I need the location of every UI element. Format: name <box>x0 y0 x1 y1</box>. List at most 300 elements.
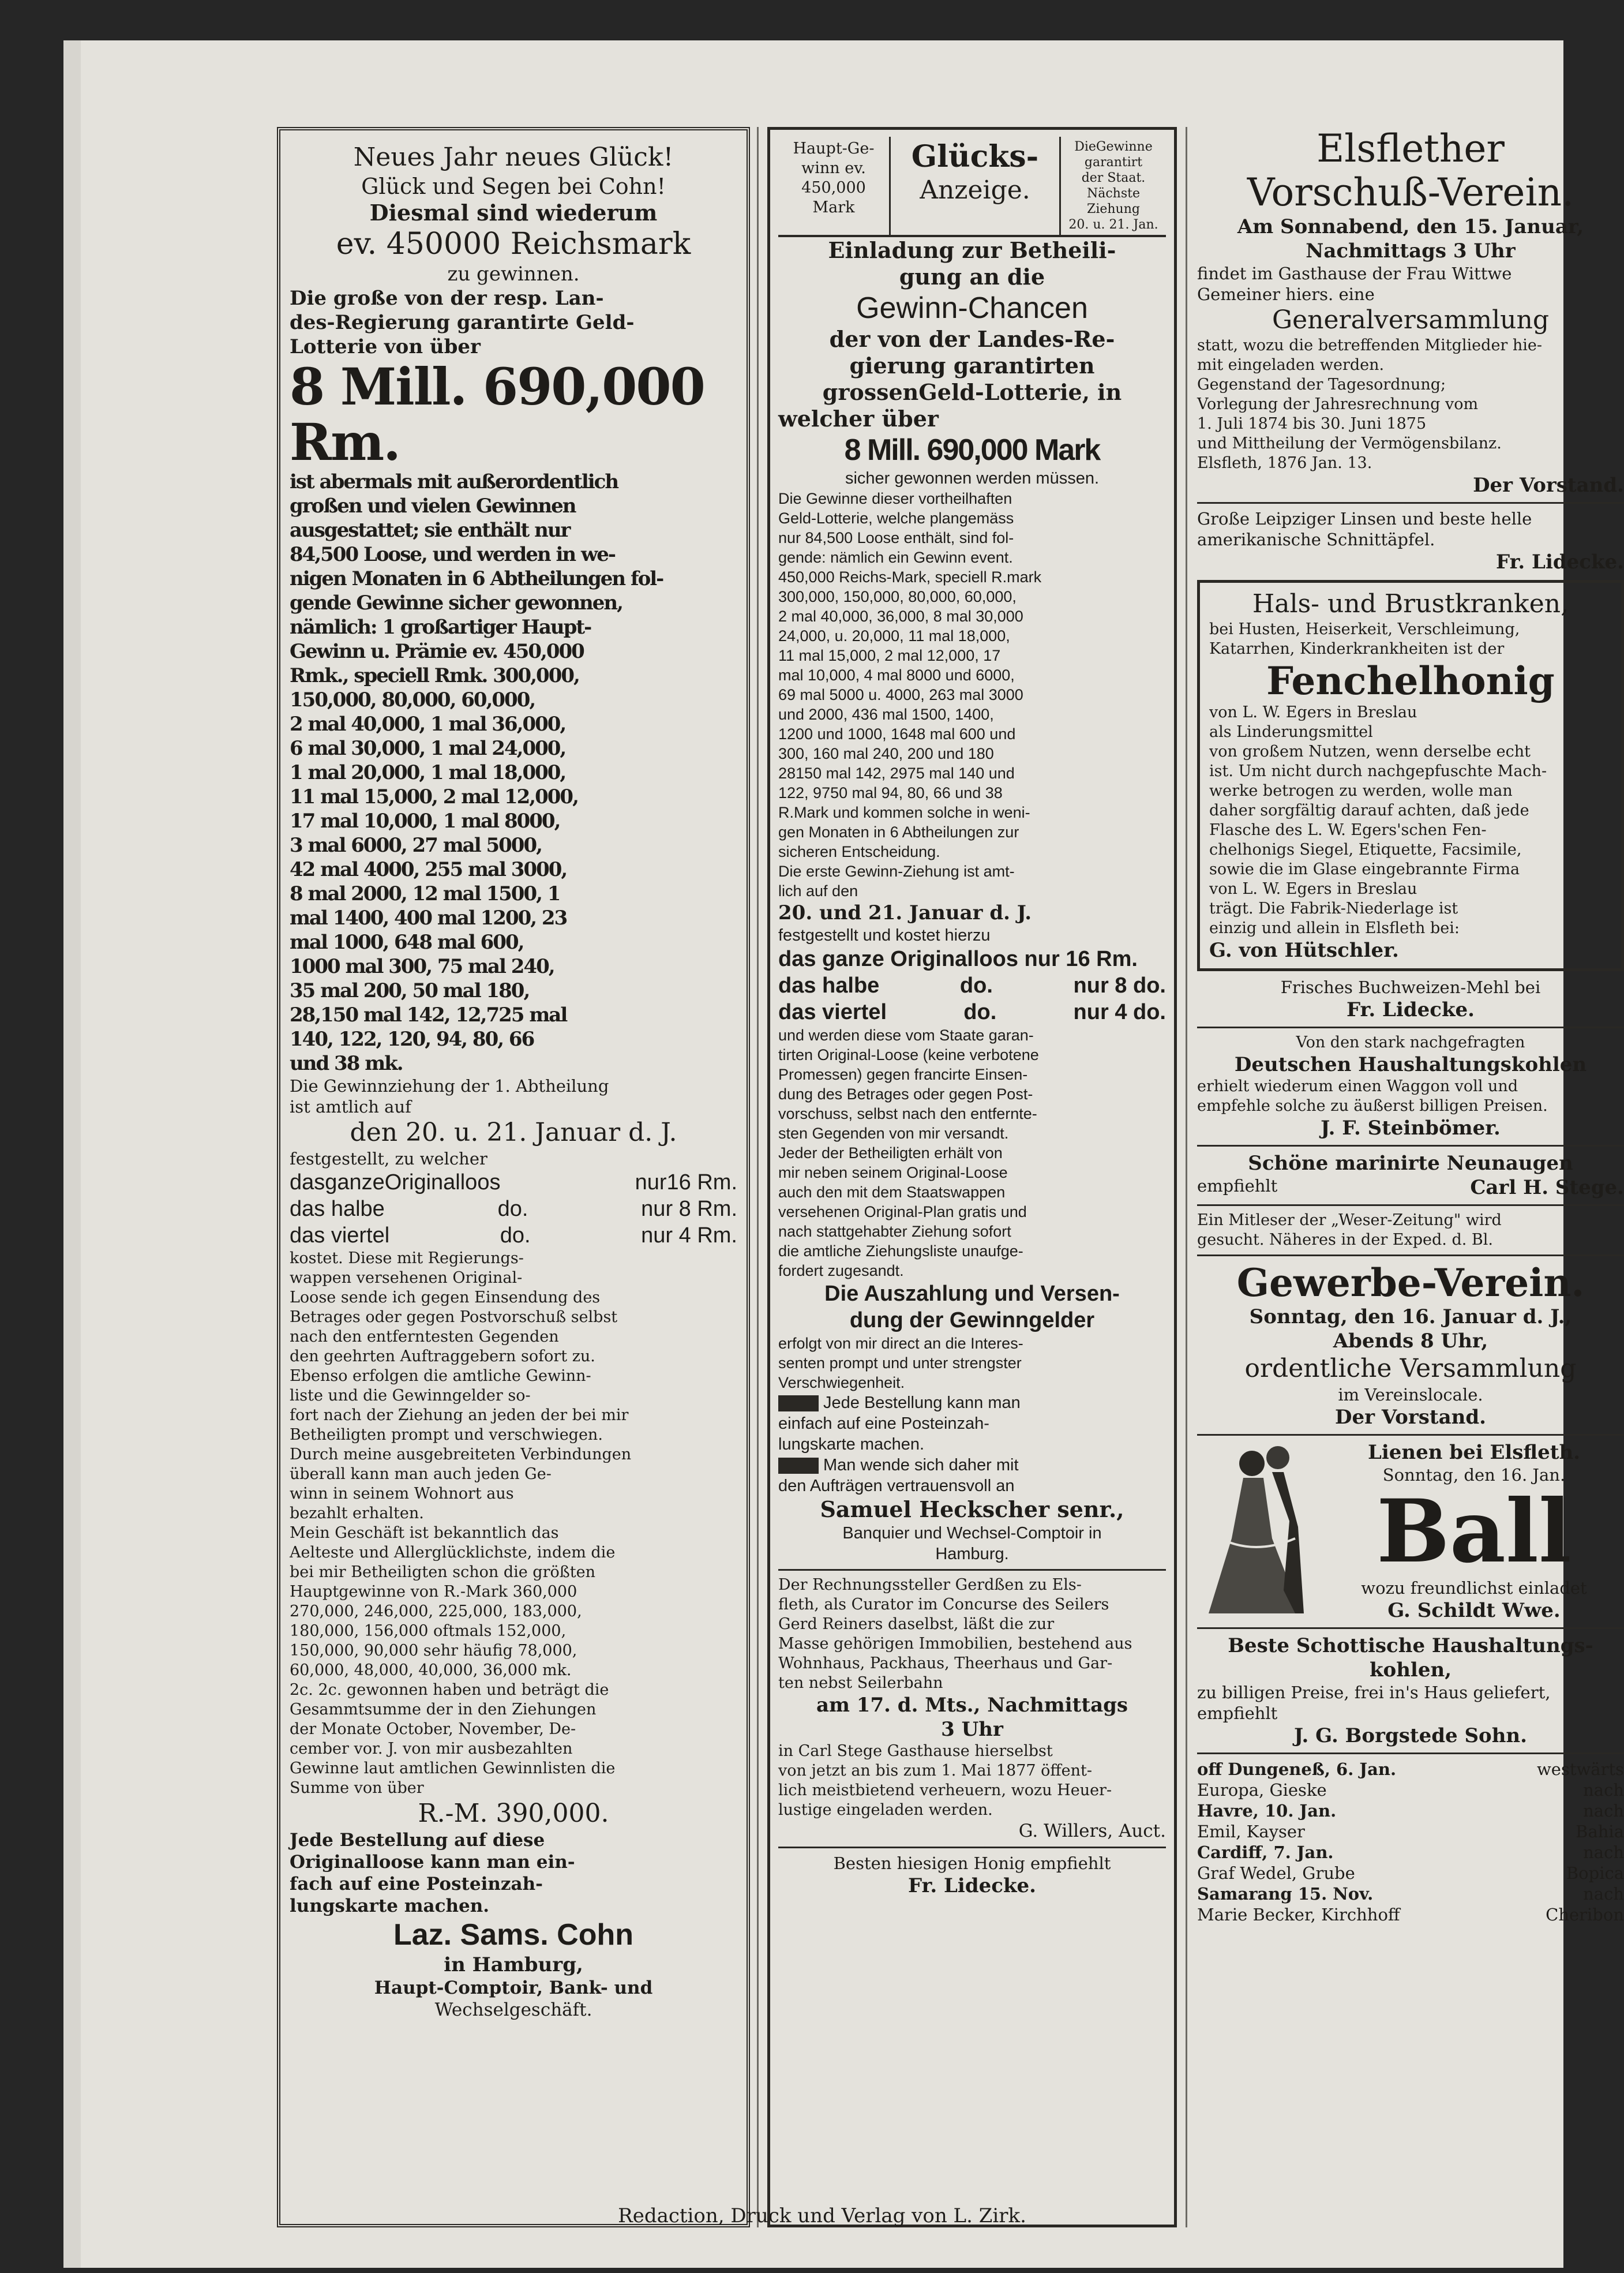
prize-line: 42 mal 4000, 255 mal 3000, <box>290 858 567 881</box>
prize-line: nigen Monaten in 6 Abtheilungen fol- <box>290 567 663 590</box>
body-line: 450,000 Reichs-Mark, speciell R.mark <box>778 568 1042 586</box>
prize-line: ausgestattet; sie enthält nur <box>290 519 570 542</box>
ship-row <box>1197 1821 1624 1842</box>
body-line: Geld-Lotterie, welche plangemäss <box>778 510 1014 527</box>
body-line: mal 10,000, 4 mal 8000 und 6000, <box>778 666 1015 684</box>
ship-destination: westwärts <box>1536 1759 1624 1779</box>
fen-line: von L. W. Egers in Breslau <box>1209 880 1417 898</box>
notice-line: lustige eingeladen werden. <box>778 1801 993 1819</box>
order-line <box>778 1392 1166 1413</box>
body-line: Betheiligten prompt und verschwiegen. <box>290 1426 603 1444</box>
auction-notice-body <box>778 1742 1166 1820</box>
payout-line: Die Auszahlung und Versen- <box>824 1282 1120 1306</box>
ad-body-text <box>778 1334 1166 1392</box>
prize-line: Gewinn u. Prämie ev. 450,000 <box>290 640 584 663</box>
divider <box>1197 1145 1624 1147</box>
header-text: Haupt-Ge- <box>793 140 875 158</box>
prize-line: 28,150 mal 142, 12,725 mal <box>290 1003 567 1027</box>
prize-line: 1000 mal 300, 75 mal 240, <box>290 955 554 978</box>
ship-name: Europa, Gieske <box>1197 1780 1327 1800</box>
divider <box>1197 502 1624 504</box>
body-line: 11 mal 15,000, 2 mal 12,000, 17 <box>778 647 1001 664</box>
header-text: 20. u. 21. Jan. <box>1068 218 1158 232</box>
price-row-quarter <box>290 1222 737 1249</box>
price-label: das viertel <box>778 1000 887 1024</box>
gewerbe-sign: Der Vorstand. <box>1335 1406 1486 1429</box>
price-do: do. <box>959 973 993 998</box>
price-row-whole: das ganze Originalloos nur 16 Rm. <box>778 947 1138 971</box>
invite-line: gung an die <box>899 264 1045 290</box>
divider <box>1197 1204 1624 1206</box>
body-line: Die erste Gewinn-Ziehung ist amt- <box>778 863 1015 880</box>
price-value: nur16 Rm. <box>635 1170 737 1194</box>
body-line: Betrages oder gegen Postvorschuß selbst <box>290 1308 618 1326</box>
body-line: 150,000, 90,000 sehr häufig 78,000, <box>290 1642 577 1660</box>
linsen-sign: Fr. Lidecke. <box>1496 551 1624 574</box>
body-line: cember vor. J. von mir ausbezahlten <box>290 1740 573 1758</box>
notice-line: Gerd Reiners daselbst, läßt die zur <box>778 1615 1055 1633</box>
invite-line: Einladung zur Betheili- <box>828 237 1116 263</box>
header-text: der Staat. <box>1081 171 1146 185</box>
scott-sign: J. G. Borgstede Sohn. <box>1294 1724 1527 1747</box>
ball-ad <box>1197 1440 1624 1623</box>
verein-line: Vorlegung der Jahresrechnung vom <box>1197 395 1479 413</box>
header-title: Glücks- <box>911 139 1039 174</box>
verein-line: Elsfleth, 1876 Jan. 13. <box>1197 454 1372 472</box>
body-line: 24,000, u. 20,000, 11 mal 18,000, <box>778 627 1010 645</box>
ship-name: Cardiff, 7. Jan. <box>1197 1843 1334 1862</box>
lottery-line: der von der Landes-Re- <box>829 326 1115 352</box>
body-line: 300,000, 150,000, 80,000, 60,000, <box>778 588 1017 605</box>
verein-gv: Generalversammlung <box>1272 305 1549 335</box>
newspaper-page <box>63 40 1624 2268</box>
ship-name: Graf Wedel, Grube <box>1197 1863 1355 1883</box>
body-line: liste und die Gewinngelder so- <box>290 1387 531 1405</box>
auction-notice <box>778 1575 1166 1693</box>
column-rule <box>1186 127 1187 2227</box>
leser-ad: Ein Mitleser der „Weser-Zeitung" wird <box>1197 1211 1502 1229</box>
prize-line: mal 1000, 648 mal 600, <box>290 931 524 954</box>
fen-head: Hals- und Brustkranken, <box>1252 589 1569 619</box>
body-line: Aelteste und Allerglücklichste, indem die <box>290 1544 616 1561</box>
order-line: einfach auf eine Posteinzah- <box>778 1414 989 1433</box>
ad-headline-5: zu gewinnen. <box>447 263 580 286</box>
body-line: Hauptgewinne von R.-Mark 360,000 <box>290 1583 577 1601</box>
cohn-lottery-ad <box>277 127 750 2227</box>
order-line: Jede Bestellung auf diese <box>290 1830 545 1851</box>
body-line: fort nach der Ziehung an jeden der bei mir <box>290 1406 629 1424</box>
prize-line: 3 mal 6000, 27 mal 5000, <box>290 834 542 857</box>
price-do: do. <box>963 1000 997 1024</box>
neunaugen-ad: Schöne marinirte Neunaugen <box>1248 1152 1573 1175</box>
body-line: mir neben seinem Original-Loose <box>778 1164 1008 1181</box>
buchweizen-ad: Frisches Buchweizen-Mehl bei <box>1280 978 1541 997</box>
neunaugen-sign: Carl H. Stege. <box>1470 1176 1624 1199</box>
fen-title: Fenchelhonig <box>1266 658 1555 703</box>
verein-line: statt, wozu die betreffenden Mitglieder hie- <box>1197 336 1543 354</box>
ad-header-row <box>778 137 1166 237</box>
price-value: nur 8 Rm. <box>641 1197 737 1221</box>
body-line: winn in seinem Wohnort aus <box>290 1485 514 1503</box>
body-line: nach stattgehabter Ziehung sofort <box>778 1223 1011 1240</box>
prize-line: 84,500 Loose, und werden in we- <box>290 543 615 566</box>
ship-destination: Bopica <box>1566 1863 1624 1883</box>
divider <box>1197 1255 1624 1256</box>
draw-after: festgestellt, zu welcher <box>290 1149 487 1169</box>
price-row-half <box>290 1196 737 1222</box>
heckscher-lottery-ad <box>767 127 1177 2227</box>
notice-line: in Carl Stege Gasthause hierselbst <box>778 1742 1053 1760</box>
leser-ad: gesucht. Näheres in der Exped. d. Bl. <box>1197 1231 1493 1249</box>
fen-body <box>1209 703 1612 938</box>
scott-ad: zu billigen Preise, frei in's Haus geliefert, <box>1197 1683 1551 1702</box>
body-line: Verschwiegenheit. <box>778 1374 905 1391</box>
lottery-line: gierung garantirten <box>849 353 1095 379</box>
header-text: Nächste Ziehung <box>1086 186 1140 216</box>
order-line: Originalloose kann man ein- <box>290 1852 575 1873</box>
header-middle <box>891 137 1061 235</box>
prize-list <box>290 470 737 1076</box>
neunaugen-text: empfiehlt <box>1197 1176 1278 1196</box>
ship-destination: nach <box>1583 1801 1624 1821</box>
body-line: 28150 mal 142, 2975 mal 140 und <box>778 765 1015 782</box>
ball-place: Lienen bei Elsfleth. <box>1367 1441 1581 1464</box>
body-line: Gewinne laut amtlichen Gewinnlisten die <box>290 1759 616 1777</box>
payout-line: dung der Gewinngelder <box>849 1308 1095 1332</box>
verein-text: Gemeiner hiers. eine <box>1197 284 1375 304</box>
price-label: das halbe <box>778 973 880 998</box>
prize-line: ist abermals mit außerordentlich <box>290 470 618 493</box>
header-text: 450,000 Mark <box>801 179 866 216</box>
scott-ad: kohlen, <box>1369 1658 1452 1682</box>
price-label: dasganzeOriginalloos <box>290 1170 501 1194</box>
body-line: Gesammtsumme der in den Ziehungen <box>290 1701 597 1718</box>
body-line: 1200 und 1000, 1648 mal 600 und <box>778 725 1016 743</box>
body-line: auch den mit dem Staatswappen <box>778 1184 1006 1201</box>
body-line: Summe von über <box>290 1779 424 1797</box>
total-sum: R.-M. 390,000. <box>418 1799 609 1828</box>
price-value: nur 4 Rm. <box>641 1223 737 1248</box>
body-line: und 2000, 436 mal 1500, 1400, <box>778 706 994 723</box>
linsen-ad: amerikanische Schnittäpfel. <box>1197 530 1435 549</box>
ship-destination: nach <box>1583 1843 1624 1862</box>
fen-line: von L. W. Egers in Breslau <box>1209 703 1417 721</box>
body-line: vorschuss, selbst nach den entfernte- <box>778 1105 1037 1122</box>
ship-row <box>1197 1883 1624 1904</box>
kohle-ad: Von den stark nachgefragten <box>1296 1033 1525 1051</box>
header-subtitle: Anzeige. <box>920 175 1030 205</box>
ball-invite: wozu freundlichst einladet <box>1361 1578 1587 1598</box>
verein-title: Elsflether <box>1317 126 1505 171</box>
divider <box>778 1569 1166 1571</box>
body-line: Ebenso erfolgen die amtliche Gewinn- <box>290 1367 591 1385</box>
firm-sub: Hamburg. <box>935 1545 1009 1563</box>
lottery-line: welcher über <box>778 406 939 432</box>
classified-column <box>1197 127 1624 2262</box>
body-line: R.Mark und kommen solche in weni- <box>778 804 1030 821</box>
notice-date: am 17. d. Mts., Nachmittags <box>816 1694 1128 1717</box>
body-line: 60,000, 48,000, 40,000, 36,000 mk. <box>290 1661 572 1679</box>
header-text: winn ev. <box>801 159 866 177</box>
ship-destination: nach <box>1583 1780 1624 1800</box>
body-line: lich auf den <box>778 882 858 900</box>
body-line: Promessen) gegen francirte Einsen- <box>778 1066 1028 1083</box>
draw-date: 20. und 21. Januar d. J. <box>778 901 1032 924</box>
prize-line: 140, 122, 120, 94, 80, 66 <box>290 1028 534 1051</box>
big-amount: 8 Mill. 690,000 Rm. <box>290 357 704 472</box>
notice-line: Wohnhaus, Packhaus, Theerhaus und Gar- <box>778 1654 1113 1672</box>
verein-body <box>1197 336 1624 473</box>
header-text: garantirt <box>1084 155 1143 170</box>
body-line: 2 mal 40,000, 36,000, 8 mal 30,000 <box>778 608 1023 625</box>
verein-line: mit eingeladen werden. <box>1197 356 1385 374</box>
body-line: senten prompt und unter strengster <box>778 1354 1022 1372</box>
body-line: überall kann man auch jeden Ge- <box>290 1465 552 1483</box>
ball-sign: G. Schildt Wwe. <box>1387 1599 1561 1622</box>
notice-line: Masse gehörigen Immobilien, bestehend aus <box>778 1635 1132 1653</box>
divider <box>1197 1434 1624 1436</box>
body-line: gende: nämlich ein Gewinn event. <box>778 549 1013 566</box>
body-line: nur 84,500 Loose enthält, sind fol- <box>778 529 1014 546</box>
body-line: erfolgt von mir direct an die Interes- <box>778 1335 1023 1352</box>
ball-date: Sonntag, den 16. Jan. <box>1382 1465 1566 1485</box>
firm-name: Laz. Sams. Cohn <box>393 1918 634 1952</box>
scott-ad: empfiehlt <box>1197 1703 1278 1723</box>
body-line: Durch meine ausgebreiteten Verbindungen <box>290 1446 632 1463</box>
dancing-couple-illustration <box>1197 1440 1318 1625</box>
prize-line: 2 mal 40,000, 1 mal 36,000, <box>290 713 566 736</box>
gewerbe-text: ordentliche Versammlung <box>1244 1354 1577 1383</box>
body-line: bei mir Betheiligten schon die größten <box>290 1563 596 1581</box>
fen-line: sowie die im Glase eingebrannte Firma <box>1209 860 1520 878</box>
kohle-ad: erhielt wiederum einen Waggon voll und <box>1197 1077 1518 1095</box>
body-line: 2c. 2c. gewonnen haben und beträgt die <box>290 1681 609 1699</box>
body-line: sten Gegenden von mir versandt. <box>778 1125 1009 1142</box>
gewerbe-text: Abends 8 Uhr, <box>1333 1330 1488 1353</box>
draw-date: den 20. u. 21. Januar d. J. <box>350 1118 677 1147</box>
order-line <box>778 1455 1166 1476</box>
order-line: fach auf eine Posteinzah- <box>290 1874 543 1894</box>
header-left <box>778 137 891 235</box>
fen-line: daher sorgfältig darauf achten, daß jede <box>1209 802 1529 819</box>
ad-headline-1: Neues Jahr neues Glück! <box>353 143 674 172</box>
verein-title: Vorschuß-Verein. <box>1247 170 1574 215</box>
scott-ad: Beste Schottische Haushaltungs- <box>1228 1634 1593 1657</box>
body-line: fordert zugesandt. <box>778 1262 904 1279</box>
column-rule <box>757 127 759 2227</box>
fen-line: als Linderungsmittel <box>1209 723 1373 741</box>
fenchelhonig-ad <box>1197 580 1624 971</box>
price-row-half <box>778 972 1166 999</box>
notice-line: lich meistbietend verheuern, wozu Heuer- <box>778 1781 1112 1799</box>
prize-line: Rmk., speciell Rmk. 300,000, <box>290 664 579 687</box>
draw-intro: Die Gewinnziehung der 1. Abtheilung <box>290 1076 609 1096</box>
gewerbe-title: Gewerbe-Verein. <box>1236 1260 1585 1305</box>
ship-name: Havre, 10. Jan. <box>1197 1801 1337 1821</box>
linsen-ad: Große Leipziger Linsen und beste helle <box>1197 509 1532 529</box>
body-line: Die Gewinne dieser vortheilhaften <box>778 490 1012 507</box>
order-line: lungskarte machen. <box>778 1435 925 1454</box>
ship-destination: Bahia <box>1576 1822 1624 1841</box>
intro-line: Lotterie von über <box>290 335 481 358</box>
fen-text: bei Husten, Heiserkeit, Verschleimung, <box>1209 620 1520 638</box>
body-line: Jeder der Betheiligten erhält von <box>778 1144 1003 1162</box>
notice-line: ten nebst Seilerbahn <box>778 1674 943 1692</box>
intro-line: des-Regierung garantirte Geld- <box>290 311 635 334</box>
verein-line: 1. Juli 1874 bis 30. Juni 1875 <box>1197 415 1427 433</box>
price-value: nur 8 do. <box>1073 973 1166 998</box>
ship-row <box>1197 1759 1624 1780</box>
intro-line: Die große von der resp. Lan- <box>290 287 604 310</box>
prize-line: 8 mal 2000, 12 mal 1500, 1 <box>290 882 560 905</box>
prize-line: und 38 mk. <box>290 1052 403 1075</box>
body-line: und werden diese vom Staate garan- <box>778 1027 1034 1044</box>
body-line: der Monate October, November, De- <box>290 1720 576 1738</box>
price-do: do. <box>500 1223 531 1248</box>
notice-sign: G. Willers, Auct. <box>1018 1821 1166 1841</box>
body-line: tirten Original-Loose (keine verbotene <box>778 1046 1039 1064</box>
body-line: wappen versehenen Original- <box>290 1269 523 1287</box>
price-do: do. <box>497 1197 528 1221</box>
fen-line: von großem Nutzen, wenn derselbe echt <box>1209 743 1531 761</box>
neunaugen-row <box>1197 1175 1624 1200</box>
prize-line: 17 mal 10,000, 1 mal 8000, <box>290 810 560 833</box>
pointing-hand-icon <box>778 1458 819 1474</box>
prize-line: mal 1400, 400 mal 1200, 23 <box>290 907 567 930</box>
pointing-hand-icon <box>778 1395 819 1411</box>
price-row-whole <box>290 1169 737 1196</box>
honey-ad: Besten hiesigen Honig empfiehlt <box>833 1853 1111 1873</box>
fen-sign: G. von Hütschler. <box>1209 939 1399 962</box>
ball-title: Ball <box>1377 1481 1572 1582</box>
prize-line: 1 mal 20,000, 1 mal 18,000, <box>290 761 566 784</box>
body-line: sicheren Entscheidung. <box>778 843 940 860</box>
body-line: kostet. Diese mit Regierungs- <box>290 1249 524 1267</box>
chances-title: Gewinn-Chancen <box>856 291 1088 325</box>
ship-destination: Cheribon <box>1546 1905 1624 1924</box>
body-line: bezahlt erhalten. <box>290 1504 424 1522</box>
body-line: 300, 160 mal 240, 200 und 180 <box>778 745 994 762</box>
fen-line: trägt. Die Fabrik-Niederlage ist <box>1209 900 1458 918</box>
price-row-quarter <box>778 999 1166 1025</box>
verein-date: Am Sonnabend, den 15. Januar, <box>1237 215 1584 238</box>
ad-body-text <box>778 1025 1166 1280</box>
prize-line: 150,000, 80,000, 60,000, <box>290 688 535 712</box>
firm-name: Samuel Heckscher senr., <box>820 1496 1124 1522</box>
ad-headline-amount: ev. 450000 Reichsmark <box>336 227 691 261</box>
order-note <box>290 1829 737 1917</box>
notice-line: Der Rechnungssteller Gerdßen zu Els- <box>778 1576 1082 1594</box>
body-line: nach den entferntesten Gegenden <box>290 1328 559 1346</box>
lottery-line: grossenGeld-Lotterie, in <box>822 379 1122 405</box>
firm-office: Haupt-Comptoir, Bank- und <box>374 1978 653 1998</box>
ship-row <box>1197 1863 1624 1883</box>
notice-line: fleth, als Curator im Concurse des Seilers <box>778 1596 1109 1613</box>
fen-line: ist. Um nicht durch nachgepfuschte Mach- <box>1209 762 1547 780</box>
ship-news <box>1197 1759 1624 1925</box>
body-line: versehenen Original-Plan gratis und <box>778 1203 1027 1220</box>
kohle-sign: J. F. Steinbömer. <box>1321 1117 1501 1140</box>
body-line: Mein Geschäft ist bekanntlich das <box>290 1524 559 1542</box>
order-line: den Aufträgen vertrauensvoll an <box>778 1477 1015 1495</box>
ship-row <box>1197 1800 1624 1821</box>
body-line: den geehrten Auftraggebern sofort zu. <box>290 1347 595 1365</box>
body-line: 270,000, 246,000, 225,000, 183,000, <box>290 1602 582 1620</box>
header-right <box>1061 137 1166 235</box>
order-text: Jede Bestellung kann man <box>823 1394 1021 1412</box>
firm-sub: Banquier und Wechsel-Comptoir in <box>842 1524 1102 1542</box>
prize-line: 35 mal 200, 50 mal 180, <box>290 979 530 1002</box>
price-value: nur 4 do. <box>1073 1000 1166 1024</box>
ship-row <box>1197 1904 1624 1925</box>
fen-text: Katarrhen, Kinderkrankheiten ist der <box>1209 640 1505 658</box>
fen-line: werke betrogen zu werden, wolle man <box>1209 782 1513 800</box>
order-line: lungskarte machen. <box>290 1896 490 1916</box>
divider <box>1197 1627 1624 1629</box>
kohle-ad: Deutschen Haushaltungskohlen <box>1234 1053 1587 1076</box>
fen-line: chelhonigs Siegel, Etiquette, Facsimile, <box>1209 841 1522 859</box>
divider <box>778 1847 1166 1848</box>
verein-text: findet im Gasthause der Frau Wittwe <box>1197 264 1512 283</box>
price-label: das viertel <box>290 1223 390 1248</box>
verein-line: Gegenstand der Tagesordnung; <box>1197 376 1446 394</box>
header-text: DieGewinne <box>1074 140 1153 154</box>
buchweizen-sign: Fr. Lidecke. <box>1347 998 1475 1021</box>
imprint-footer: Redaction, Druck und Verlag von L. Zirk. <box>618 2204 1026 2227</box>
draw-after: festgestellt und kostet hierzu <box>778 926 991 945</box>
prize-line: nämlich: 1 großartiger Haupt- <box>290 616 591 639</box>
fen-line: einzig und allein in Elsfleth bei: <box>1209 919 1460 937</box>
price-label: das halbe <box>290 1197 385 1221</box>
ad-headline-3: Diesmal sind wiederum <box>369 200 658 226</box>
honey-sign: Fr. Lidecke. <box>908 1874 1036 1897</box>
prize-line: großen und vielen Gewinnen <box>290 495 576 518</box>
draw-intro: ist amtlich auf <box>290 1097 411 1117</box>
ad-body-text <box>778 489 1166 901</box>
ship-row <box>1197 1780 1624 1800</box>
ad-body-text <box>290 1249 737 1798</box>
prize-line: 6 mal 30,000, 1 mal 24,000, <box>290 737 566 760</box>
gewerbe-text: Sonntag, den 16. Januar d. J., <box>1249 1305 1572 1328</box>
ship-row <box>1197 1842 1624 1863</box>
body-line: 180,000, 156,000 oftmals 152,000, <box>290 1622 567 1640</box>
ship-name: Samarang 15. Nov. <box>1197 1884 1374 1904</box>
ship-name: off Dungeneß, 6. Jan. <box>1197 1759 1397 1779</box>
notice-date: 3 Uhr <box>941 1718 1003 1741</box>
body-line: 122, 9750 mal 94, 80, 66 und 38 <box>778 784 1003 802</box>
ad-headline-2: Glück und Segen bei Cohn! <box>361 174 666 199</box>
body-line: 69 mal 5000 u. 4000, 263 mal 3000 <box>778 686 1023 703</box>
fen-line: Flasche des L. W. Egers'schen Fen- <box>1209 821 1487 839</box>
body-line: gen Monaten in 6 Abtheilungen zur <box>778 823 1019 841</box>
firm-city: in Hamburg, <box>444 1953 583 1976</box>
body-line: Loose sende ich gegen Einsendung des <box>290 1289 601 1306</box>
ship-name: Emil, Kayser <box>1197 1822 1305 1841</box>
verein-date: Nachmittags 3 Uhr <box>1306 239 1516 263</box>
verein-line: und Mittheilung der Vermögensbilanz. <box>1197 435 1502 452</box>
ship-name: Marie Becker, Kirchhoff <box>1197 1905 1400 1924</box>
amount-line: 8 Mill. 690,000 Mark <box>844 433 1100 467</box>
divider <box>1197 1027 1624 1028</box>
order-text: Man wende sich daher mit <box>823 1456 1019 1474</box>
sure-line: sicher gewonnen werden müssen. <box>845 469 1100 488</box>
divider <box>1197 1753 1624 1754</box>
body-line: dung des Betrages oder gegen Post- <box>778 1085 1033 1103</box>
body-line: die amtliche Ziehungsliste unaufge- <box>778 1242 1023 1260</box>
prize-line: gende Gewinne sicher gewonnen, <box>290 591 622 615</box>
kohle-ad: empfehle solche zu äußerst billigen Preisen. <box>1197 1097 1548 1115</box>
prize-line: 11 mal 15,000, 2 mal 12,000, <box>290 785 578 808</box>
